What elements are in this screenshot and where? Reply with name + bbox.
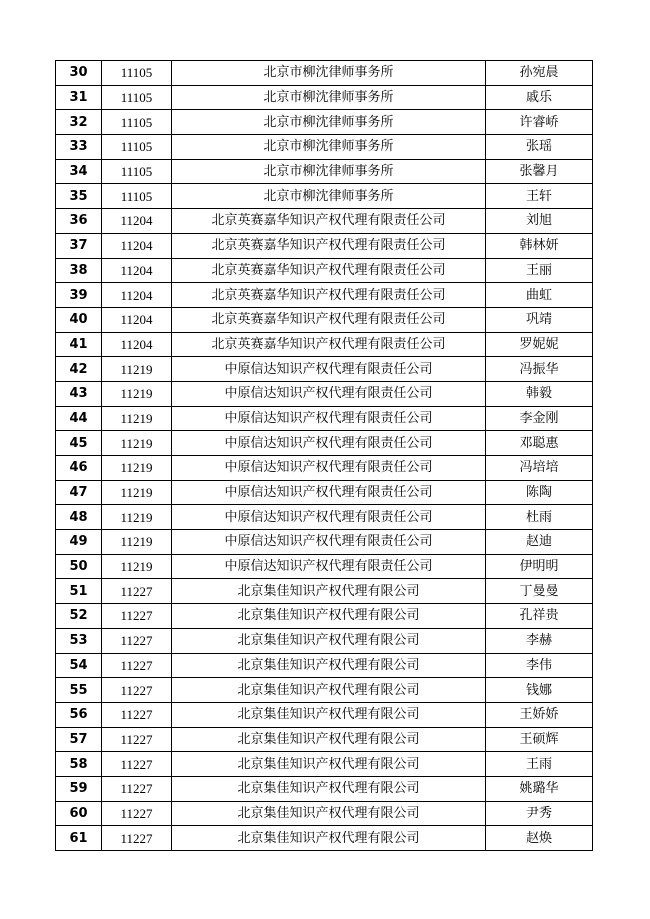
table-row bbox=[56, 209, 593, 234]
row-number-cell: 53 bbox=[56, 628, 102, 653]
agency-name-cell: 中原信达知识产权代理有限责任公司 bbox=[172, 456, 486, 481]
table-row bbox=[56, 653, 593, 678]
table-row bbox=[56, 801, 593, 826]
agency-name-cell: 北京市柳沈律师事务所 bbox=[172, 85, 486, 110]
person-name-cell: 王娇娇 bbox=[486, 702, 593, 727]
row-number-cell: 59 bbox=[56, 776, 102, 801]
agency-name-cell: 中原信达知识产权代理有限责任公司 bbox=[172, 530, 486, 555]
person-name-cell: 钱娜 bbox=[486, 678, 593, 703]
table-row bbox=[56, 184, 593, 209]
table-row bbox=[56, 702, 593, 727]
row-number-cell: 46 bbox=[56, 456, 102, 481]
agency-code-cell: 11219 bbox=[102, 554, 172, 579]
agency-code-cell: 11227 bbox=[102, 776, 172, 801]
person-name-cell: 尹秀 bbox=[486, 801, 593, 826]
agency-code-cell: 11227 bbox=[102, 678, 172, 703]
agency-name-cell: 北京集佳知识产权代理有限公司 bbox=[172, 727, 486, 752]
row-number-cell: 49 bbox=[56, 530, 102, 555]
row-number-cell: 30 bbox=[56, 61, 102, 86]
agency-name-cell: 中原信达知识产权代理有限责任公司 bbox=[172, 381, 486, 406]
agency-name-cell: 中原信达知识产权代理有限责任公司 bbox=[172, 431, 486, 456]
row-number-cell: 43 bbox=[56, 381, 102, 406]
agency-code-cell: 11105 bbox=[102, 61, 172, 86]
agency-code-cell: 11204 bbox=[102, 258, 172, 283]
agency-name-cell: 北京集佳知识产权代理有限公司 bbox=[172, 776, 486, 801]
table-row bbox=[56, 530, 593, 555]
agency-name-cell: 北京集佳知识产权代理有限公司 bbox=[172, 702, 486, 727]
row-number-cell: 50 bbox=[56, 554, 102, 579]
person-name-cell: 巩靖 bbox=[486, 307, 593, 332]
agency-name-cell: 北京英赛嘉华知识产权代理有限责任公司 bbox=[172, 258, 486, 283]
agency-name-cell: 北京市柳沈律师事务所 bbox=[172, 61, 486, 86]
agency-code-cell: 11105 bbox=[102, 85, 172, 110]
person-name-cell: 张瑶 bbox=[486, 135, 593, 160]
agency-code-cell: 11227 bbox=[102, 727, 172, 752]
agency-code-cell: 11219 bbox=[102, 530, 172, 555]
person-name-cell: 许睿峤 bbox=[486, 110, 593, 135]
agency-name-cell: 中原信达知识产权代理有限责任公司 bbox=[172, 406, 486, 431]
agency-name-cell: 北京集佳知识产权代理有限公司 bbox=[172, 826, 486, 851]
table-row bbox=[56, 579, 593, 604]
agency-code-cell: 11219 bbox=[102, 381, 172, 406]
agency-name-cell: 北京集佳知识产权代理有限公司 bbox=[172, 604, 486, 629]
table-row bbox=[56, 233, 593, 258]
row-number-cell: 51 bbox=[56, 579, 102, 604]
agency-name-cell: 中原信达知识产权代理有限责任公司 bbox=[172, 480, 486, 505]
agency-name-cell: 中原信达知识产权代理有限责任公司 bbox=[172, 505, 486, 530]
row-number-cell: 61 bbox=[56, 826, 102, 851]
row-number-cell: 39 bbox=[56, 283, 102, 308]
agency-code-cell: 11204 bbox=[102, 233, 172, 258]
agency-code-cell: 11227 bbox=[102, 702, 172, 727]
table-row bbox=[56, 307, 593, 332]
person-name-cell: 冯振华 bbox=[486, 357, 593, 382]
row-number-cell: 57 bbox=[56, 727, 102, 752]
agency-name-cell: 北京集佳知识产权代理有限公司 bbox=[172, 653, 486, 678]
person-name-cell: 孙宛晨 bbox=[486, 61, 593, 86]
table-row bbox=[56, 776, 593, 801]
agency-code-cell: 11219 bbox=[102, 431, 172, 456]
table-row bbox=[56, 283, 593, 308]
row-number-cell: 41 bbox=[56, 332, 102, 357]
row-number-cell: 34 bbox=[56, 159, 102, 184]
person-name-cell: 韩毅 bbox=[486, 381, 593, 406]
person-name-cell: 李金刚 bbox=[486, 406, 593, 431]
person-name-cell: 冯培培 bbox=[486, 456, 593, 481]
table-row bbox=[56, 406, 593, 431]
row-number-cell: 44 bbox=[56, 406, 102, 431]
person-name-cell: 罗妮妮 bbox=[486, 332, 593, 357]
table-row bbox=[56, 357, 593, 382]
person-name-cell: 赵迪 bbox=[486, 530, 593, 555]
person-name-cell: 戚乐 bbox=[486, 85, 593, 110]
person-name-cell: 陈陶 bbox=[486, 480, 593, 505]
agency-name-cell: 北京英赛嘉华知识产权代理有限责任公司 bbox=[172, 307, 486, 332]
person-name-cell: 杜雨 bbox=[486, 505, 593, 530]
table-row bbox=[56, 752, 593, 777]
agency-code-cell: 11227 bbox=[102, 801, 172, 826]
table-row bbox=[56, 480, 593, 505]
agency-code-cell: 11204 bbox=[102, 283, 172, 308]
row-number-cell: 48 bbox=[56, 505, 102, 530]
agency-name-cell: 北京英赛嘉华知识产权代理有限责任公司 bbox=[172, 332, 486, 357]
person-name-cell: 韩林妍 bbox=[486, 233, 593, 258]
row-number-cell: 45 bbox=[56, 431, 102, 456]
agency-code-cell: 11227 bbox=[102, 604, 172, 629]
table-row bbox=[56, 85, 593, 110]
agency-code-cell: 11219 bbox=[102, 357, 172, 382]
person-name-cell: 王丽 bbox=[486, 258, 593, 283]
agency-name-cell: 北京英赛嘉华知识产权代理有限责任公司 bbox=[172, 209, 486, 234]
row-number-cell: 40 bbox=[56, 307, 102, 332]
table-row bbox=[56, 505, 593, 530]
agency-code-cell: 11105 bbox=[102, 184, 172, 209]
table-row bbox=[56, 678, 593, 703]
table-row bbox=[56, 826, 593, 851]
row-number-cell: 60 bbox=[56, 801, 102, 826]
person-name-cell: 曲虹 bbox=[486, 283, 593, 308]
table-row bbox=[56, 135, 593, 160]
row-number-cell: 32 bbox=[56, 110, 102, 135]
agency-code-cell: 11204 bbox=[102, 332, 172, 357]
table-row bbox=[56, 332, 593, 357]
table-row bbox=[56, 431, 593, 456]
agency-name-cell: 北京市柳沈律师事务所 bbox=[172, 110, 486, 135]
row-number-cell: 52 bbox=[56, 604, 102, 629]
roster-table bbox=[55, 60, 593, 851]
person-name-cell: 丁曼曼 bbox=[486, 579, 593, 604]
agency-name-cell: 中原信达知识产权代理有限责任公司 bbox=[172, 554, 486, 579]
row-number-cell: 37 bbox=[56, 233, 102, 258]
agency-code-cell: 11105 bbox=[102, 135, 172, 160]
agency-name-cell: 北京英赛嘉华知识产权代理有限责任公司 bbox=[172, 233, 486, 258]
person-name-cell: 李伟 bbox=[486, 653, 593, 678]
row-number-cell: 31 bbox=[56, 85, 102, 110]
agency-name-cell: 北京集佳知识产权代理有限公司 bbox=[172, 579, 486, 604]
agency-name-cell: 北京集佳知识产权代理有限公司 bbox=[172, 801, 486, 826]
agency-code-cell: 11105 bbox=[102, 159, 172, 184]
agency-name-cell: 北京集佳知识产权代理有限公司 bbox=[172, 752, 486, 777]
row-number-cell: 47 bbox=[56, 480, 102, 505]
person-name-cell: 王轩 bbox=[486, 184, 593, 209]
agency-code-cell: 11204 bbox=[102, 307, 172, 332]
row-number-cell: 55 bbox=[56, 678, 102, 703]
agency-code-cell: 11219 bbox=[102, 480, 172, 505]
agency-name-cell: 北京市柳沈律师事务所 bbox=[172, 135, 486, 160]
table-row bbox=[56, 61, 593, 86]
row-number-cell: 36 bbox=[56, 209, 102, 234]
row-number-cell: 42 bbox=[56, 357, 102, 382]
table-row bbox=[56, 110, 593, 135]
agency-code-cell: 11227 bbox=[102, 826, 172, 851]
table-row bbox=[56, 258, 593, 283]
agency-code-cell: 11227 bbox=[102, 752, 172, 777]
roster-table-body bbox=[56, 61, 593, 851]
agency-code-cell: 11227 bbox=[102, 653, 172, 678]
agency-name-cell: 北京英赛嘉华知识产权代理有限责任公司 bbox=[172, 283, 486, 308]
row-number-cell: 58 bbox=[56, 752, 102, 777]
person-name-cell: 邓聪惠 bbox=[486, 431, 593, 456]
person-name-cell: 孔祥贵 bbox=[486, 604, 593, 629]
person-name-cell: 刘旭 bbox=[486, 209, 593, 234]
agency-name-cell: 北京集佳知识产权代理有限公司 bbox=[172, 678, 486, 703]
row-number-cell: 33 bbox=[56, 135, 102, 160]
table-row bbox=[56, 727, 593, 752]
person-name-cell: 李赫 bbox=[486, 628, 593, 653]
agency-code-cell: 11219 bbox=[102, 456, 172, 481]
row-number-cell: 38 bbox=[56, 258, 102, 283]
agency-code-cell: 11219 bbox=[102, 406, 172, 431]
agency-code-cell: 11227 bbox=[102, 628, 172, 653]
person-name-cell: 王雨 bbox=[486, 752, 593, 777]
agency-name-cell: 北京市柳沈律师事务所 bbox=[172, 159, 486, 184]
row-number-cell: 56 bbox=[56, 702, 102, 727]
agency-code-cell: 11105 bbox=[102, 110, 172, 135]
table-row bbox=[56, 456, 593, 481]
table-row bbox=[56, 628, 593, 653]
table-row bbox=[56, 159, 593, 184]
row-number-cell: 35 bbox=[56, 184, 102, 209]
table-row bbox=[56, 381, 593, 406]
row-number-cell: 54 bbox=[56, 653, 102, 678]
agency-name-cell: 北京集佳知识产权代理有限公司 bbox=[172, 628, 486, 653]
person-name-cell: 张馨月 bbox=[486, 159, 593, 184]
agency-code-cell: 11219 bbox=[102, 505, 172, 530]
person-name-cell: 赵焕 bbox=[486, 826, 593, 851]
agency-name-cell: 中原信达知识产权代理有限责任公司 bbox=[172, 357, 486, 382]
agency-name-cell: 北京市柳沈律师事务所 bbox=[172, 184, 486, 209]
person-name-cell: 姚璐华 bbox=[486, 776, 593, 801]
person-name-cell: 伊明明 bbox=[486, 554, 593, 579]
person-name-cell: 王硕辉 bbox=[486, 727, 593, 752]
table-row bbox=[56, 604, 593, 629]
agency-code-cell: 11204 bbox=[102, 209, 172, 234]
table-row bbox=[56, 554, 593, 579]
agency-code-cell: 11227 bbox=[102, 579, 172, 604]
